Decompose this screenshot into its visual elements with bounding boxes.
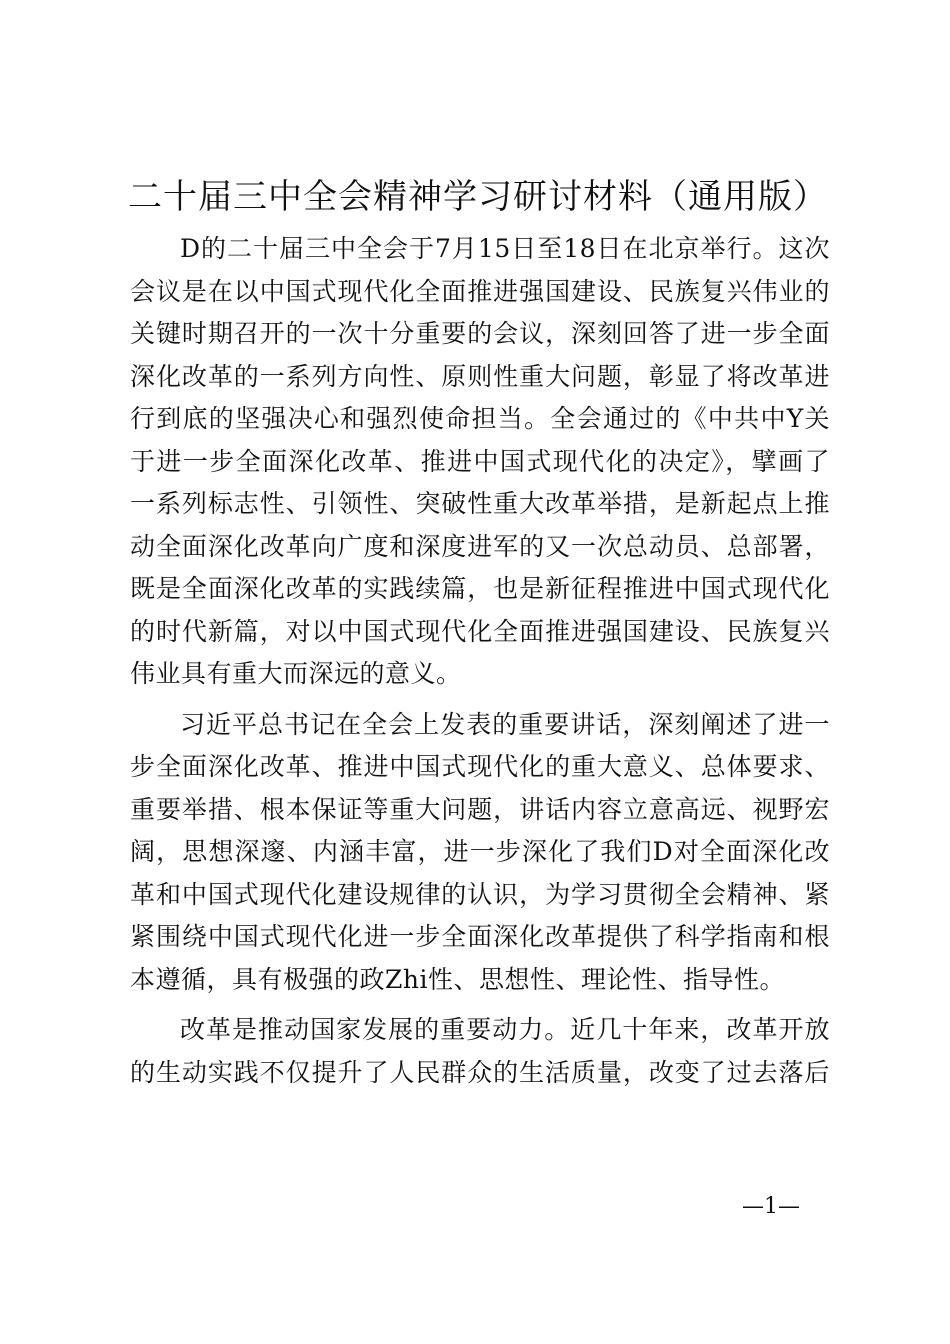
document-title: 二十届三中全会精神学习研讨材料（通用版） (128, 177, 828, 217)
text-line: 的生动实践不仅提升了人民群众的生活质量，改变了过去落后 (130, 1057, 830, 1087)
text-line: 步全面深化改革、推进中国式现代化的重大意义、总体要求、 (130, 752, 830, 781)
text-line: 重要举措、根本保证等重大问题，讲话内容立意高远、视野宏 (130, 794, 830, 824)
text-line: 行到底的坚强决心和强烈使命担当。全会通过的《中共中Y关 (130, 404, 830, 433)
text-line: 关键时期召开的一次十分重要的会议，深刻回答了进一步全面 (130, 319, 830, 348)
text-line: 动全面深化改革向广度和深度进军的又一次总动员、总部署， (130, 531, 830, 561)
page-number: —1— (742, 1194, 800, 1219)
paragraph-1 (130, 228, 830, 696)
text-line: D的二十届三中全会于7月15日至18日在北京举行。这次 (180, 234, 830, 263)
text-line: 紧围绕中国式现代化进一步全面深化改革提供了科学指南和根 (130, 922, 830, 951)
text-line: 既是全面深化改革的实践续篇，也是新征程推进中国式现代化 (130, 574, 830, 603)
text-line: 革和中国式现代化建设规律的认识，为学习贯彻全会精神、紧 (130, 879, 830, 909)
text-line: 伟业具有重大而深远的意义。 (130, 659, 462, 688)
paragraph-2 (130, 704, 830, 1002)
text-line: 的时代新篇，对以中国式现代化全面推进强国建设、民族复兴 (130, 616, 830, 646)
text-line: 深化改革的一系列方向性、原则性重大问题，彰显了将改革进 (130, 361, 830, 391)
text-line: 改革是推动国家发展的重要动力。近几十年来，改革开放 (180, 1015, 830, 1044)
paragraph-3 (130, 1009, 830, 1094)
text-line: 阔，思想深邃、内涵丰富，进一步深化了我们D对全面深化改 (130, 837, 830, 866)
text-line: 于进一步全面深化改革、推进中国式现代化的决定》，擘画了 (130, 446, 830, 476)
document-body (130, 228, 830, 1102)
text-line: 会议是在以中国式现代化全面推进强国建设、民族复兴伟业的 (130, 276, 830, 306)
text-line: 习近平总书记在全会上发表的重要讲话，深刻阐述了进一 (180, 709, 830, 739)
text-line: 本遵循，具有极强的政Zhi性、思想性、理论性、指导性。 (130, 964, 785, 994)
text-line: 一系列标志性、引领性、突破性重大改革举措，是新起点上推 (130, 489, 830, 518)
